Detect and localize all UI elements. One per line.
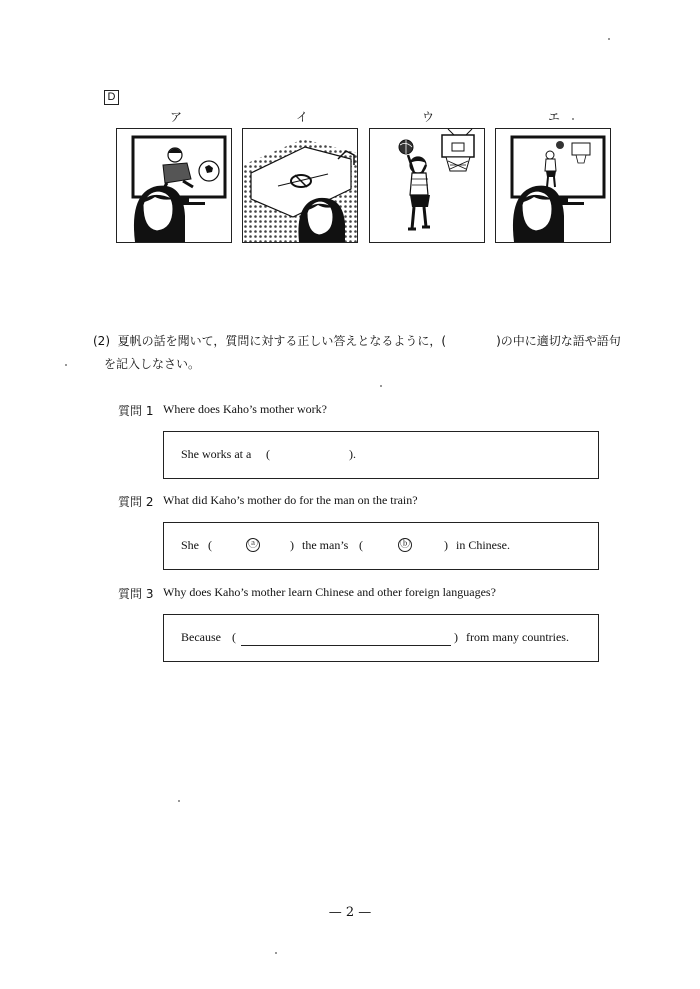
answer-2-open-paren-a: ( — [208, 538, 212, 552]
answer-2-middle: the man’s — [302, 538, 349, 552]
answer-3-close-paren: ) — [454, 630, 458, 644]
answer-box-3[interactable] — [163, 614, 599, 662]
answer-3-lead: Because — [181, 630, 221, 644]
choice-label-u: ウ — [422, 110, 435, 124]
girl-in-stadium-illustration — [243, 129, 357, 242]
answer-1-open-paren: ( — [266, 447, 270, 461]
girl-watching-basketball-tv-illustration — [496, 129, 610, 242]
choice-label-e: エ — [548, 110, 561, 124]
scan-speck — [380, 385, 382, 387]
answer-3-tail: from many countries. — [466, 630, 569, 644]
question-1-label: 質問 1 — [118, 404, 154, 418]
answer-2-close-paren-b: ) — [444, 538, 448, 552]
choice-label-i: イ — [296, 110, 309, 124]
section-mark: D — [104, 90, 119, 105]
answer-box-2[interactable] — [163, 522, 599, 570]
girl-playing-basketball-illustration — [370, 129, 484, 242]
scan-speck — [572, 118, 574, 120]
answer-2-tail: in Chinese. — [456, 538, 510, 552]
answer-box-1[interactable] — [163, 431, 599, 479]
picture-choice-a[interactable] — [116, 128, 232, 243]
choice-label-a: ア — [170, 110, 183, 124]
picture-choice-i[interactable] — [242, 128, 358, 243]
answer-2-open-paren-b: ( — [359, 538, 363, 552]
answer-1-lead: She works at a — [181, 447, 252, 461]
girl-watching-soccer-tv-illustration — [117, 129, 231, 242]
answer-3-open-paren: ( — [232, 630, 236, 644]
question-2-instruction-b: )の中に適切な語や語句 — [496, 334, 621, 348]
question-2-instruction-line2: を記入しなさい。 — [104, 357, 201, 371]
blank-b-marker: ⓑ — [400, 539, 410, 550]
answer-2-lead: She — [181, 538, 199, 552]
question-2-text: What did Kaho’s mother do for the man on the train? — [163, 493, 418, 507]
question-2-number: (2) — [93, 334, 110, 348]
question-2-label: 質問 2 — [118, 495, 154, 509]
page-number: — 2 — — [328, 905, 372, 920]
blank-a-marker: ⓐ — [248, 539, 258, 550]
question-2-instruction-a: 夏帆の話を聞いて，質問に対する正しい答えとなるように，( — [117, 334, 447, 348]
answer-1-close-paren: ). — [349, 447, 356, 461]
question-1-text: Where does Kaho’s mother work? — [163, 402, 327, 416]
picture-choice-u[interactable] — [369, 128, 485, 243]
scan-speck — [608, 38, 610, 40]
picture-choice-e[interactable] — [495, 128, 611, 243]
scan-speck — [65, 364, 67, 366]
scan-speck — [275, 952, 277, 954]
scan-speck — [178, 800, 180, 802]
answer-2-close-paren-a: ) — [290, 538, 294, 552]
question-2-instruction — [93, 332, 621, 349]
question-3-label: 質問 3 — [118, 587, 154, 601]
answer-3-underline — [241, 645, 451, 646]
question-3-text: Why does Kaho’s mother learn Chinese and other foreign languages? — [163, 585, 496, 599]
